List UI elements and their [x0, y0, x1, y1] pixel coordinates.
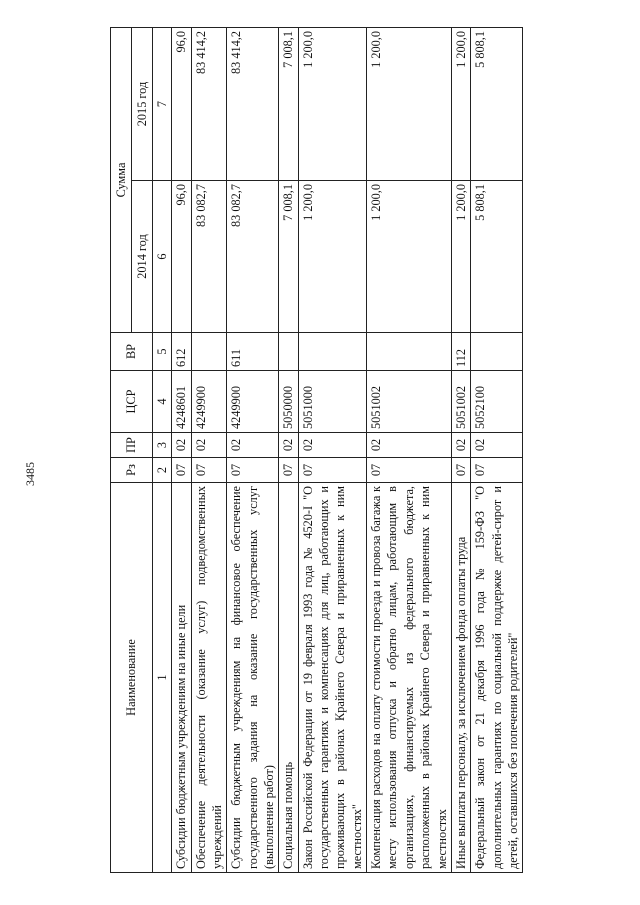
- row-vr: 112: [451, 333, 470, 371]
- row-2014: 1 200,0: [367, 181, 452, 333]
- row-csr: 5051002: [451, 371, 470, 433]
- budget-table: [110, 27, 523, 873]
- row-rz: 07: [298, 458, 366, 483]
- row-2014: 5 808,1: [471, 181, 523, 333]
- table-row: [227, 27, 279, 872]
- row-rz: 07: [367, 458, 452, 483]
- row-pr: 02: [471, 433, 523, 458]
- row-name: Иные выплаты персоналу, за исключением фонда оплаты труда: [451, 483, 470, 873]
- row-2015: 83 414,2: [191, 27, 227, 180]
- column-number: 5: [153, 333, 172, 371]
- header-vr: ВР: [111, 333, 153, 371]
- row-csr: 4248601: [172, 371, 191, 433]
- table-row: [471, 27, 523, 872]
- row-vr: [191, 333, 227, 371]
- row-vr: 611: [227, 333, 279, 371]
- column-numbers-row: [153, 27, 172, 872]
- row-name: Субсидии бюджетным учреждениям на иные цели: [172, 483, 191, 873]
- row-rz: 07: [279, 458, 298, 483]
- column-number: 4: [153, 371, 172, 433]
- row-pr: 02: [451, 433, 470, 458]
- table-row: [367, 27, 452, 872]
- header-pr: ПР: [111, 433, 153, 458]
- row-csr: 4249900: [191, 371, 227, 433]
- row-2015: 5 808,1: [471, 27, 523, 180]
- row-name: Компенсация расходов на оплату стоимости проезда и провоза багажа к месту использования отпуска и обратно лицам, работающим в организациях, финансируемых из федерального бюджета, расположенных в районах Крайнего Севера и приравненных к ним местностях: [367, 483, 452, 873]
- header-rz: Рз: [111, 458, 153, 483]
- row-pr: 02: [279, 433, 298, 458]
- row-2015: 1 200,0: [367, 27, 452, 180]
- row-name: Закон Российской Федерации от 19 февраля 1993 года № 4520-I "О государственных гарантиях и компенсациях для лиц, работающих и проживающих в районах Крайнего Севера и приравненных к ним местностях": [298, 483, 366, 873]
- row-rz: 07: [227, 458, 279, 483]
- table-row: [298, 27, 366, 872]
- row-name: Субсидии бюджетным учреждениям на финансовое обеспечение государственного задания на оказание государственных услуг (выполнение работ): [227, 483, 279, 873]
- row-vr: 612: [172, 333, 191, 371]
- table-row: [279, 27, 298, 872]
- header-sum: Сумма: [111, 27, 132, 332]
- row-2015: 7 008,1: [279, 27, 298, 180]
- row-2015: 1 200,0: [451, 27, 470, 180]
- row-pr: 02: [367, 433, 452, 458]
- column-number: 3: [153, 433, 172, 458]
- row-name: Социальная помощь: [279, 483, 298, 873]
- row-2014: 83 082,7: [227, 181, 279, 333]
- row-rz: 07: [471, 458, 523, 483]
- row-name: Обеспечение деятельности (оказание услуг) подведомственных учреждений: [191, 483, 227, 873]
- row-2014: 7 008,1: [279, 181, 298, 333]
- table-row: [191, 27, 227, 872]
- rotated-table-container: [110, 28, 640, 873]
- row-name: Федеральный закон от 21 декабря 1996 года № 159-ФЗ "О дополнительных гарантиях по социальной поддержке детей-сирот и детей, оставшихся без попечения родителей": [471, 483, 523, 873]
- column-number: 7: [153, 27, 172, 180]
- page-number: 3485: [23, 462, 37, 486]
- column-number: 2: [153, 458, 172, 483]
- row-rz: 07: [191, 458, 227, 483]
- column-number: 1: [153, 483, 172, 873]
- row-rz: 07: [451, 458, 470, 483]
- header-name: Наименование: [111, 483, 153, 873]
- row-rz: 07: [172, 458, 191, 483]
- row-2014: 96,0: [172, 181, 191, 333]
- row-pr: 02: [227, 433, 279, 458]
- row-vr: [471, 333, 523, 371]
- row-pr: 02: [172, 433, 191, 458]
- row-2015: 83 414,2: [227, 27, 279, 180]
- row-vr: [367, 333, 452, 371]
- row-csr: 5051000: [298, 371, 366, 433]
- column-number: 6: [153, 181, 172, 333]
- header-year-2014: 2014 год: [132, 181, 153, 333]
- row-csr: 5052100: [471, 371, 523, 433]
- row-2014: 1 200,0: [451, 181, 470, 333]
- row-csr: 5050000: [279, 371, 298, 433]
- row-2014: 83 082,7: [191, 181, 227, 333]
- row-pr: 02: [191, 433, 227, 458]
- row-2014: 1 200,0: [298, 181, 366, 333]
- table-row: [451, 27, 470, 872]
- row-pr: 02: [298, 433, 366, 458]
- row-vr: [279, 333, 298, 371]
- header-year-2015: 2015 год: [132, 27, 153, 180]
- row-csr: 5051002: [367, 371, 452, 433]
- row-2015: 1 200,0: [298, 27, 366, 180]
- row-csr: 4249900: [227, 371, 279, 433]
- header-csr: ЦСР: [111, 371, 153, 433]
- table-row: [172, 27, 191, 872]
- row-2015: 96,0: [172, 27, 191, 180]
- row-vr: [298, 333, 366, 371]
